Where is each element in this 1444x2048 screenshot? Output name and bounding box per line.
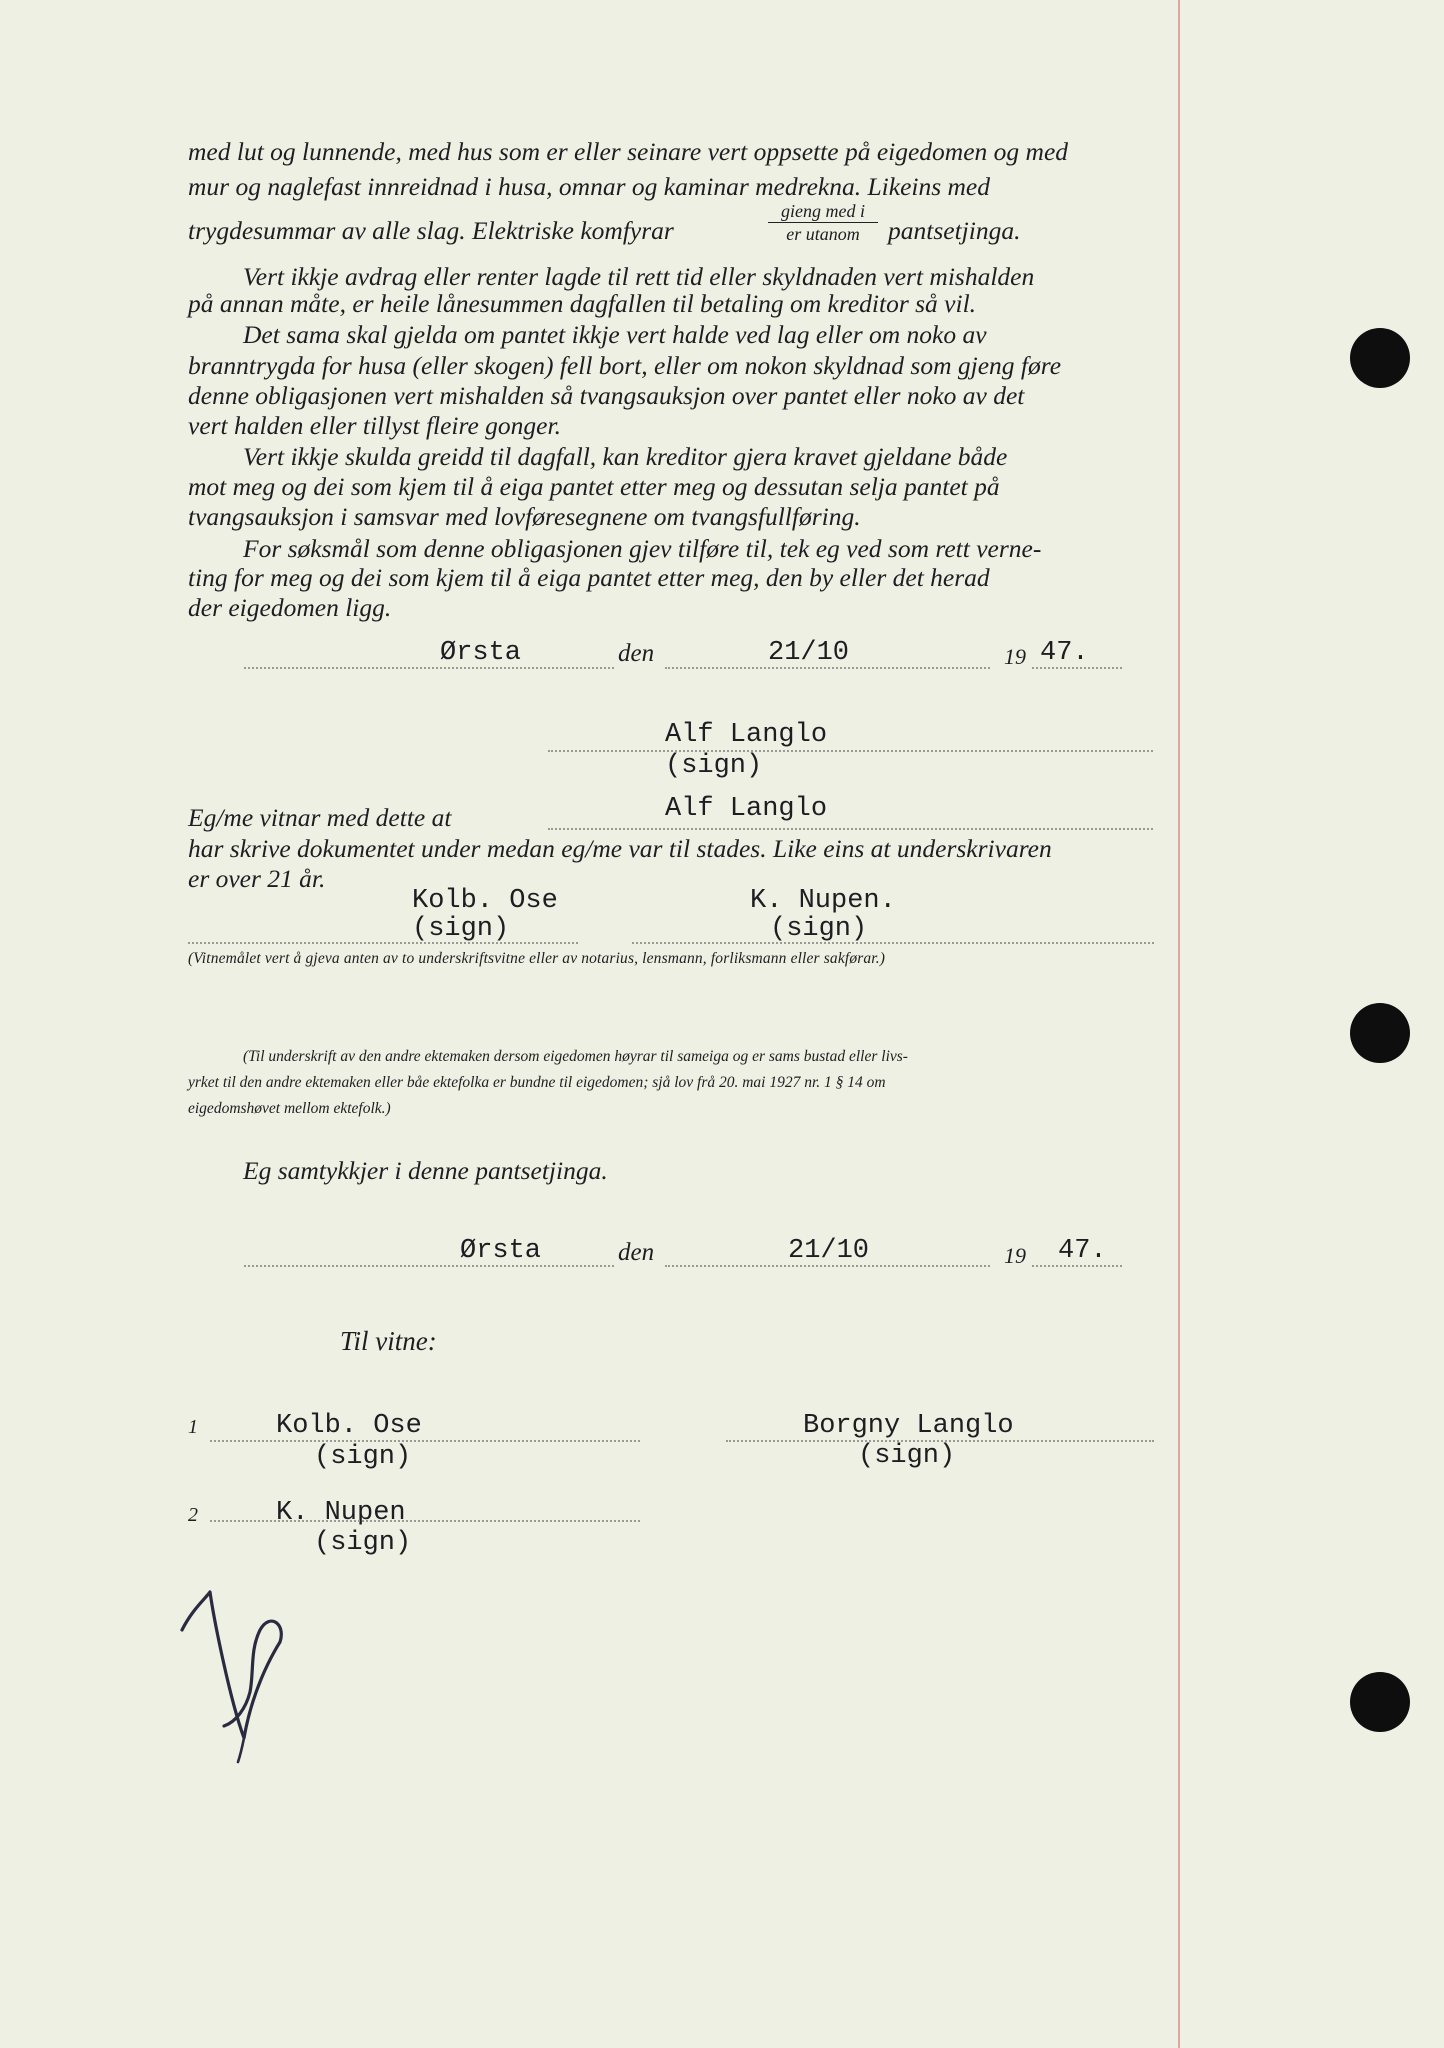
body-line-2: mur og naglefast innreidnad i husa, omnar og kaminar medrekna. Likeins med [188,172,991,201]
date2-date: 21/10 [788,1236,870,1266]
handwritten-initials [170,1580,300,1770]
signer-name: Alf Langlo [665,720,828,750]
witness-number-2: 2 [188,1504,198,1526]
body-line-9: vert halden eller tillyst fleire gonger. [188,411,561,440]
body-line-12: tvangsauksjon i samsvar med lovføresegnene om tvangsfullføring. [188,502,861,531]
witness-b2-name: K. Nupen [276,1498,406,1528]
body-line-8: denne obligasjonen vert mishalden så tvangsauksjon over pantet eller noko av det [188,381,1025,410]
spouse-note-line-1: (Til underskrift av den andre ektemaken dersom eigedomen høyrar til sameiga og er sams bustad eller livs- [243,1048,908,1065]
signer-line [548,750,1153,752]
fraction-top: gieng med i [768,200,878,223]
witness1-sign: (sign) [412,914,510,944]
witness1-name: Kolb. Ose [412,886,558,916]
spouse-line [726,1440,1154,1442]
date2-den-label: den [618,1239,655,1266]
witness-b1-sign: (sign) [314,1442,412,1472]
body-line-7: branntrygda for husa (eller skogen) fell bort, eller om nokon skyldnad som gjeng føre [188,351,1062,380]
body-line-4: Vert ikkje avdrag eller renter lagde til rett tid eller skyldnaden vert mishalden [243,262,1035,291]
witness-b2-line [210,1520,640,1522]
body-line-3-start: trygdesummar av alle slag. Elektriske komfyrar [188,216,674,245]
witness-number-1: 1 [188,1416,198,1438]
body-line-6: Det sama skal gjelda om pantet ikkje vert halde ved lag eller om noko av [243,320,987,349]
body-line-11: mot meg og dei som kjem til å eiga pantet etter meg og dessutan selja pantet på [188,472,1000,501]
signer-sign: (sign) [665,751,763,781]
spouse-note-line-3: eigedomshøvet mellom ektefolk.) [188,1100,391,1117]
date1-century: 19 [1004,644,1026,669]
date2-century: 19 [1004,1243,1026,1268]
witness-statement-line-2: har skrive dokumentet under medan eg/me var til stades. Like eins at underskrivaren [188,834,1052,863]
body-line-5: på annan måte, er heile lånesummen dagfallen til betaling om kreditor så vil. [188,289,977,318]
witness-statement-name: Alf Langlo [665,794,828,824]
punch-hole-bottom [1350,1672,1410,1732]
witness-b2-sign: (sign) [314,1528,412,1558]
date1-year: 47. [1040,638,1089,668]
spouse-name: Borgny Langlo [803,1411,1014,1441]
punch-hole-middle [1350,1003,1410,1063]
witness-statement-line-1: Eg/me vitnar med dette at [188,803,452,832]
spouse-sign: (sign) [858,1441,956,1471]
punch-hole-top [1350,328,1410,388]
til-vitne-label: Til vitne: [340,1326,437,1356]
body-line-14: ting for meg og dei som kjem til å eiga pantet etter meg, den by eller det herad [188,563,990,592]
fraction-choice [768,200,878,245]
body-line-3-end: pantsetjinga. [888,216,1021,245]
body-line-10: Vert ikkje skulda greidd til dagfall, kan kreditor gjera kravet gjeldane både [243,442,1008,471]
witness-b1-name: Kolb. Ose [276,1411,422,1441]
body-line-1: med lut og lunnende, med hus som er eller seinare vert oppsette på eigedomen og med [188,137,1069,166]
witness-statement-name-line [548,828,1153,830]
fraction-bottom: er utanom [786,224,860,244]
witness-statement-line-3: er over 21 år. [188,864,326,893]
date1-place-line [244,667,614,669]
date1-den-label: den [618,640,655,667]
witness2-sign: (sign) [770,914,868,944]
spouse-note-line-2: yrket til den andre ektemaken eller båe ektefolka er bundne til eigedomen; sjå lov frå 20. mai 1927 nr. 1 § 14 om [188,1074,886,1091]
date2-place-line [244,1265,614,1267]
body-line-13: For søksmål som denne obligasjonen gjev tilføre til, tek eg ved som rett verne- [243,534,1042,563]
witness-note: (Vitnemålet vert å gjeva anten av to underskriftsvitne eller av notarius, lensmann, forliksmann eller sakførar.) [188,950,886,967]
date1-place: Ørsta [440,638,522,668]
body-line-15: der eigedomen ligg. [188,593,392,622]
witness-b1-line [210,1440,640,1442]
date2-place: Ørsta [460,1236,542,1266]
consent-text: Eg samtykkjer i denne pantsetjinga. [243,1156,608,1185]
witness2-line [632,942,1154,944]
date2-year: 47. [1058,1236,1107,1266]
date1-date: 21/10 [768,638,850,668]
witness2-name: K. Nupen. [750,886,896,916]
witness1-line [188,942,578,944]
margin-rule [1178,0,1180,2048]
